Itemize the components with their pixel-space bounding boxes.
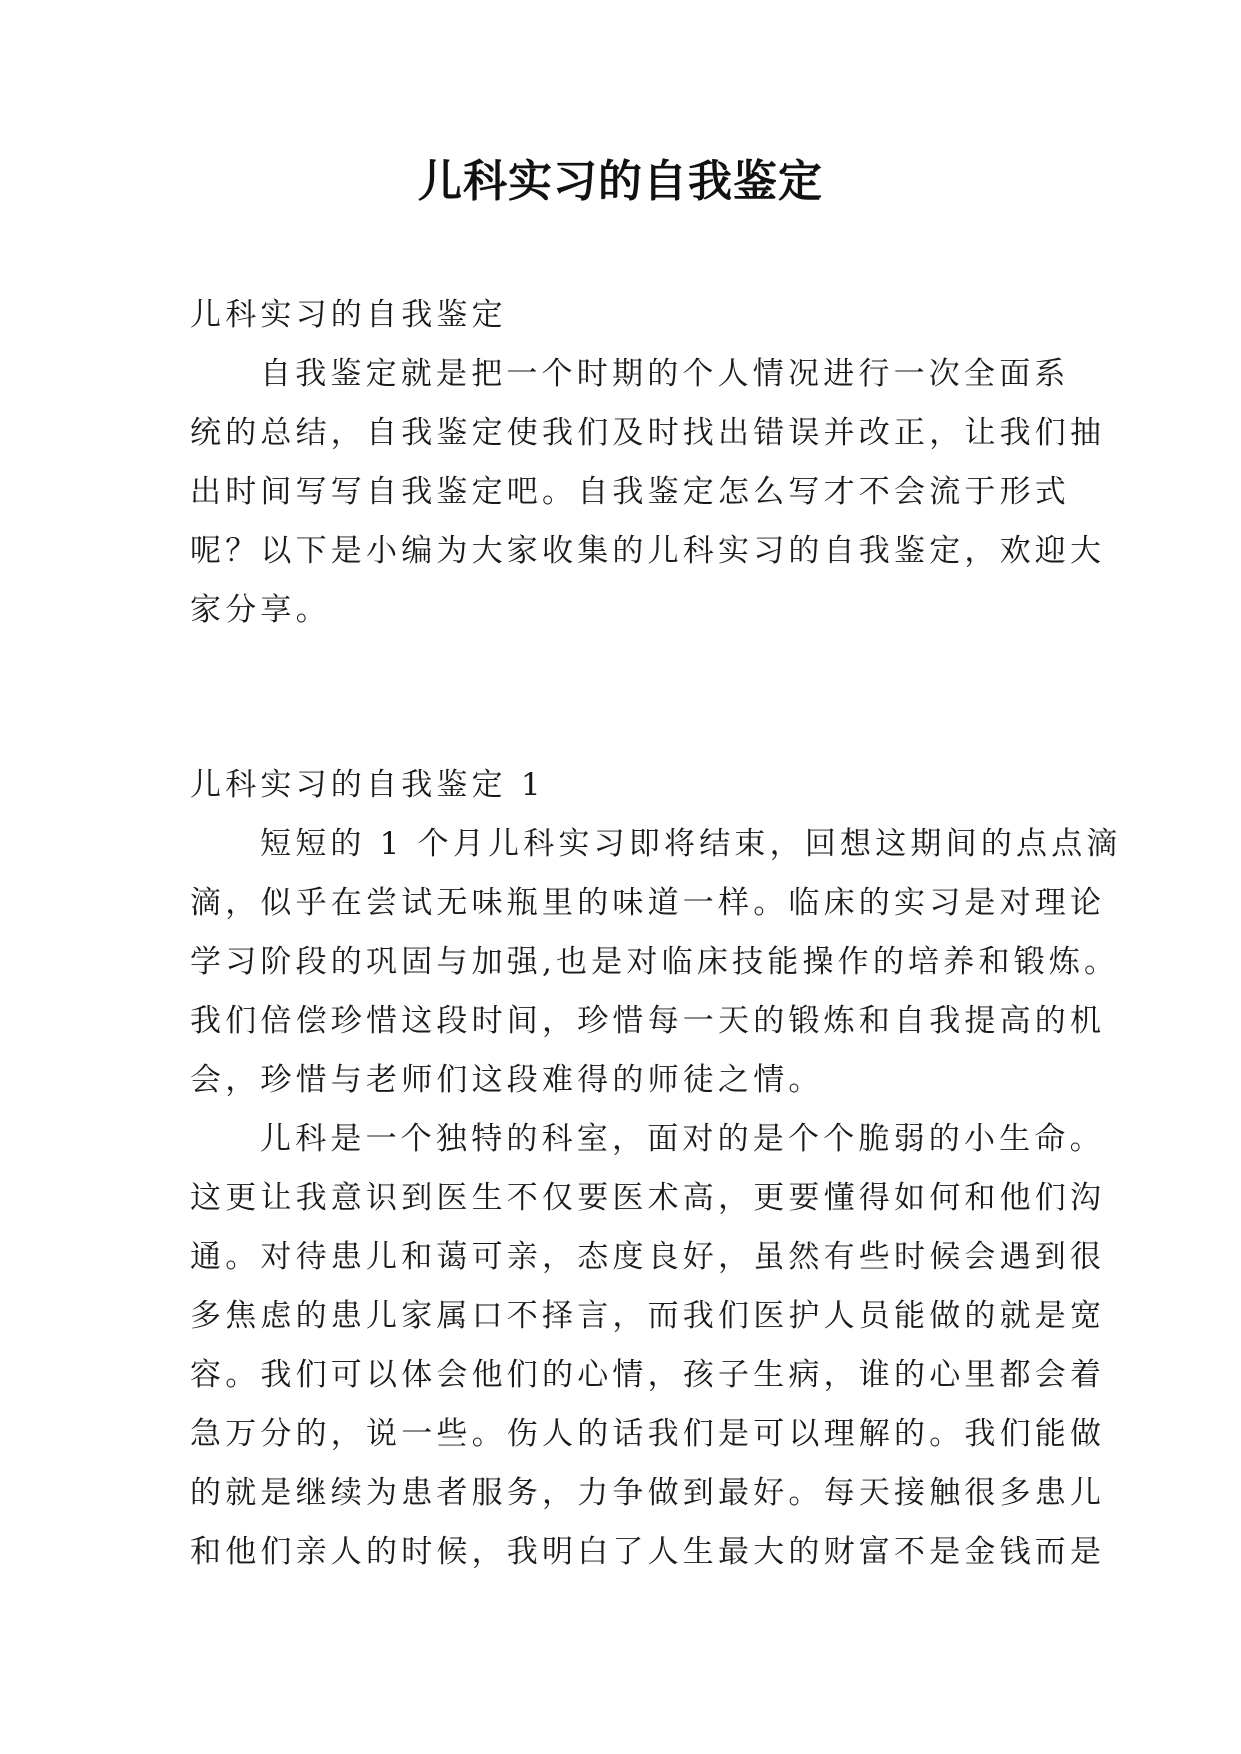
section-1-paragraph-2-line: 和他们亲人的时候，我明白了人生最大的财富不是金钱而是	[190, 1534, 1106, 1570]
section-1-paragraph-2-line: 多焦虑的患儿家属口不择言，而我们医护人员能做的就是宽	[190, 1298, 1106, 1334]
section-1-paragraph-2-line: 急万分的，说一些。伤人的话我们是可以理解的。我们能做	[190, 1416, 1106, 1452]
section-1-paragraph-2-line: 的就是继续为患者服务，力争做到最好。每天接触很多患儿	[190, 1475, 1106, 1511]
section-1-paragraph-2-line: 儿科是一个独特的科室，面对的是个个脆弱的小生命。	[260, 1121, 1105, 1157]
section-1-heading: 儿科实习的自我鉴定 1	[190, 767, 545, 803]
section-1-paragraph-2-line: 这更让我意识到医生不仅要医术高，更要懂得如何和他们沟	[190, 1180, 1106, 1216]
section-1-paragraph-2-line: 容。我们可以体会他们的心情，孩子生病，谁的心里都会着	[190, 1357, 1106, 1393]
intro-paragraph-line: 家分享。	[190, 592, 331, 628]
section-1-paragraph-1-line: 滴，似乎在尝试无味瓶里的味道一样。临床的实习是对理论	[190, 885, 1106, 921]
section-1-paragraph-1-line: 短短的 1 个月儿科实习即将结束，回想这期间的点点滴	[260, 826, 1122, 862]
intro-paragraph-line: 出时间写写自我鉴定吧。自我鉴定怎么写才不会流于形式	[190, 474, 1070, 510]
intro-paragraph-line: 统的总结，自我鉴定使我们及时找出错误并改正，让我们抽	[190, 415, 1106, 451]
section-1-paragraph-2-line: 通。对待患儿和蔼可亲，态度良好，虽然有些时候会遇到很	[190, 1239, 1106, 1275]
section-1-paragraph-1-line: 学习阶段的巩固与加强,也是对临床技能操作的培养和锻炼。	[190, 944, 1120, 980]
intro-section	[190, 286, 1106, 640]
intro-paragraph-line: 自我鉴定就是把一个时期的个人情况进行一次全面系	[260, 356, 1070, 392]
section-1	[190, 756, 1122, 1582]
section-1-paragraph-1-line: 会，珍惜与老师们这段难得的师徒之情。	[190, 1062, 824, 1098]
section-1-paragraph-1-line: 我们倍偿珍惜这段时间，珍惜每一天的锻炼和自我提高的机	[190, 1003, 1106, 1039]
document-title: 儿科实习的自我鉴定	[418, 156, 823, 207]
intro-heading: 儿科实习的自我鉴定	[190, 297, 507, 333]
intro-paragraph-line: 呢？以下是小编为大家收集的儿科实习的自我鉴定，欢迎大	[190, 533, 1106, 569]
